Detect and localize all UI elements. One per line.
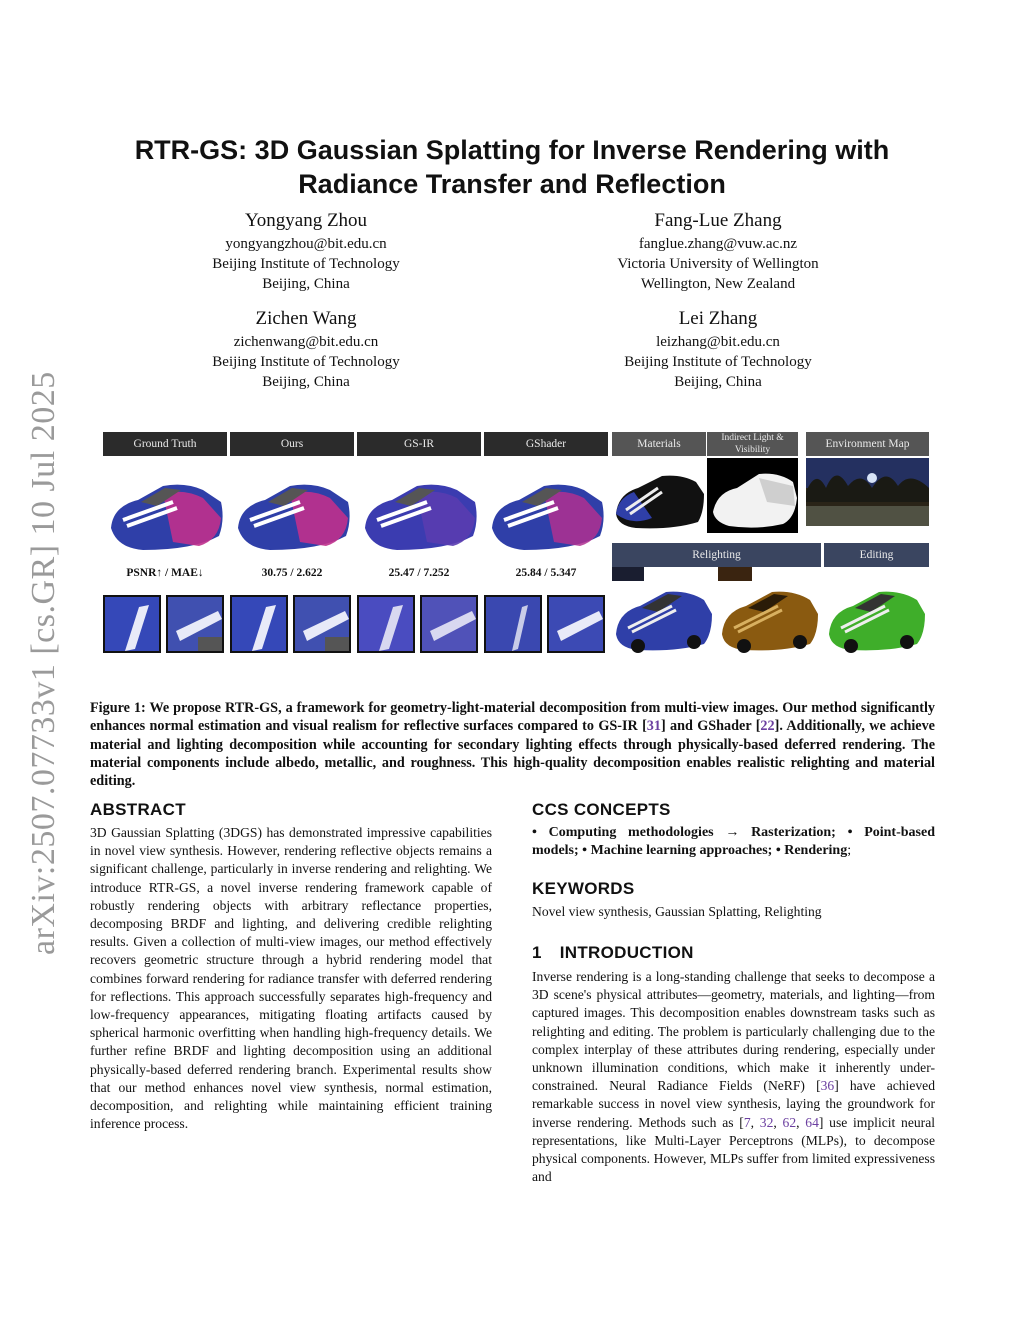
car-normal-gs-ir bbox=[357, 458, 481, 563]
arxiv-stamp: arXiv:2507.07733v1 [cs.GR] 10 Jul 2025 bbox=[25, 371, 62, 955]
crop-gt-2 bbox=[166, 595, 224, 653]
header-ground-truth: Ground Truth bbox=[103, 432, 227, 456]
header-ours: Ours bbox=[230, 432, 354, 456]
citation-7[interactable]: 7 bbox=[743, 1114, 751, 1130]
author-block-4 bbox=[548, 306, 888, 392]
car-normal-ground-truth bbox=[103, 458, 227, 563]
intro-heading-title: INTRODUCTION bbox=[559, 943, 694, 962]
crop-gshader-1 bbox=[484, 595, 542, 653]
citation-62[interactable]: 62 bbox=[782, 1114, 797, 1130]
crop-gshader-2 bbox=[547, 595, 605, 653]
header-gshader: GShader bbox=[484, 432, 608, 456]
header-editing: Editing bbox=[824, 543, 929, 567]
citation-36[interactable]: 36 bbox=[820, 1078, 835, 1094]
author-block-1 bbox=[136, 208, 476, 294]
citation-32[interactable]: 32 bbox=[759, 1114, 774, 1130]
author-location: Beijing, China bbox=[262, 374, 350, 390]
ccs-sep-2: ; • Machine learning approaches bbox=[574, 843, 768, 859]
citation-22[interactable]: 22 bbox=[760, 718, 775, 735]
abstract-text: 3D Gaussian Splatting (3DGS) has demonstrated impressive capabilities in novel view synthesis. However, rendering reflective objects remains a significant challenge, particularly in inverse rendering and relighting. We introduce RTR-GS, a novel inverse rendering framework capable of robustly rendering objects with arbitrary reflectance properties, decomposing BRDF and lighting, and delivering credible relighting results. Given a collection of multi-view images, our method effectively recovers geometric structure through a hybrid rendering model that combines forward rendering for radiance transfer with deferred rendering for reflections. This approach successfully separates high-frequency and low-frequency appearances, mitigating floating artifacts caused by spherical harmonic overfitting when handling high-frequency details. We further refine BRDF and lighting decomposition using an additional physically-based deferred rendering branch. Experimental results show that our method enhances novel view synthesis, normal estimation, decomposition, and relighting while maintaining efficient training inference process. bbox=[90, 825, 492, 1132]
header-relighting: Relighting bbox=[612, 543, 821, 567]
metric-label: PSNR↑ / MAE↓ bbox=[126, 567, 204, 579]
author-name: Zichen Wang bbox=[255, 308, 357, 329]
author-location: Wellington, New Zealand bbox=[640, 276, 796, 292]
author-block-3 bbox=[136, 306, 476, 392]
metric-gs-ir: 25.47 / 7.252 bbox=[388, 567, 450, 579]
author-email: leizhang@bit.edu.cn bbox=[656, 334, 780, 350]
title-line-1: RTR-GS: 3D Gaussian Splatting for Inverse Rendering with bbox=[134, 135, 890, 165]
relit-car-gold bbox=[718, 572, 822, 656]
intro-heading bbox=[532, 943, 694, 963]
crop-ours-2 bbox=[293, 595, 351, 653]
header-indirect-line-1: Indirect Light & bbox=[721, 433, 784, 443]
ccs-item-models: models bbox=[532, 843, 574, 859]
keywords-text: Novel view synthesis, Gaussian Splatting, Relighting bbox=[532, 904, 822, 919]
author-affiliation: Beijing Institute of Technology bbox=[212, 354, 400, 370]
crop-gsir-2 bbox=[420, 595, 478, 653]
caption-mid: ] and GShader [ bbox=[660, 718, 761, 735]
author-email: yongyangzhou@bit.edu.cn bbox=[225, 236, 387, 252]
keywords-heading: KEYWORDS bbox=[532, 879, 635, 898]
author-name: Lei Zhang bbox=[678, 308, 758, 329]
header-materials: Materials bbox=[612, 432, 706, 456]
author-affiliation: Victoria University of Wellington bbox=[617, 256, 819, 272]
citation-31[interactable]: 31 bbox=[646, 718, 661, 735]
header-environment-map: Environment Map bbox=[806, 432, 929, 456]
paper-title bbox=[90, 133, 934, 201]
car-normal-gshader bbox=[484, 458, 608, 563]
intro-p2: ] have achieved remarkable success in novel view synthesis, laying the groundwork for inverse rendering. Methods such as [ bbox=[532, 1078, 935, 1130]
car-normal-ours bbox=[230, 458, 354, 563]
intro-p3: ] use implicit neural representations, like Multi-Layer Perceptrons (MLPs), to decompose physical components. However, MLPs suffer from limited expressiveness and bbox=[532, 1114, 936, 1185]
ccs-heading: CCS CONCEPTS bbox=[532, 800, 671, 819]
relit-car-blue bbox=[612, 572, 716, 656]
visibility-image bbox=[707, 458, 798, 533]
crop-gsir-1 bbox=[357, 595, 415, 653]
intro-p1: Inverse rendering is a long-standing challenge that seeks to decompose a 3D scene's physical attributes—geometry, materials, and lighting—from captured images. This decomposition enables downstream tasks such as relighting and editing. The problem is particularly challenging due to the complex interplay of these attributes during rendering, especially under unknown illumination conditions, which make it inherently under-constrained. Neural Radiance Fields (NeRF) [ bbox=[532, 969, 935, 1094]
ccs-text bbox=[532, 824, 935, 860]
abstract-heading: ABSTRACT bbox=[90, 800, 186, 819]
metric-gshader: 25.84 / 5.347 bbox=[515, 567, 577, 579]
environment-map-image bbox=[806, 458, 929, 526]
intro-heading-number: 1 bbox=[532, 943, 542, 962]
author-affiliation: Beijing Institute of Technology bbox=[624, 354, 812, 370]
ccs-item-rendering: ; • Rendering bbox=[767, 843, 848, 859]
author-name: Fang-Lue Zhang bbox=[654, 210, 782, 231]
header-indirect-line-2: Visibility bbox=[734, 445, 771, 455]
materials-image bbox=[612, 458, 706, 533]
author-location: Beijing, China bbox=[674, 374, 762, 390]
ccs-sep-1: ; • Point-based bbox=[831, 825, 935, 840]
ccs-end: ; bbox=[847, 843, 852, 859]
title-line-2: Radiance Transfer and Reflection bbox=[298, 169, 726, 199]
author-affiliation: Beijing Institute of Technology bbox=[212, 256, 400, 272]
author-location: Beijing, China bbox=[262, 276, 350, 292]
header-gs-ir: GS-IR bbox=[357, 432, 481, 456]
author-email: fanglue.zhang@vuw.ac.nz bbox=[638, 236, 798, 252]
header-indirect-light bbox=[707, 432, 798, 456]
figure-caption bbox=[90, 699, 935, 790]
author-name: Yongyang Zhou bbox=[244, 210, 368, 231]
intro-text: Inverse rendering is a long-standing challenge that seeks to decompose a 3D scene's physical attributes—geometry, materials, and lighting—from captured images. This decomposition enables downstream tasks such as relighting and editing. The problem is particularly challenging due to the complex interplay of these attributes during rendering, especially under unknown illumination conditions, which make it inherently under-constrained. Neural Radiance Fields (NeRF) [36] have achieved remarkable success in novel view synthesis, laying the groundwork for inverse rendering. Methods such as [7, 32, 62, 64] use implicit neural representations, like Multi-Layer Perceptrons (MLPs), to decompose physical components. However, MLPs suffer from limited expressiveness and bbox=[532, 969, 936, 1185]
author-block-2 bbox=[548, 208, 888, 294]
edited-car-green bbox=[825, 572, 929, 656]
author-email: zichenwang@bit.edu.cn bbox=[233, 334, 379, 350]
crop-gt-1 bbox=[103, 595, 161, 653]
crop-ours-1 bbox=[230, 595, 288, 653]
ccs-item-rasterization: • Computing methodologies → Rasterization bbox=[532, 825, 832, 840]
metric-ours: 30.75 / 2.622 bbox=[261, 567, 323, 579]
caption-lead: Figure 1: We propose RTR-GS, a framework for geometry-light-material decomposition from multi-view images. Our method significantly enhances normal estimation and visual realism for reflective surfaces compared to GS-IR [ bbox=[90, 700, 935, 735]
citation-64[interactable]: 64 bbox=[805, 1114, 819, 1130]
caption-tail: ]. Additionally, we achieve material and lighting decomposition while accounting for secondary lighting effects through physically-based deferred rendering. The material components include albedo, metallic, and roughness. This high-quality decomposition enables realistic relighting and material editing. bbox=[90, 718, 935, 790]
